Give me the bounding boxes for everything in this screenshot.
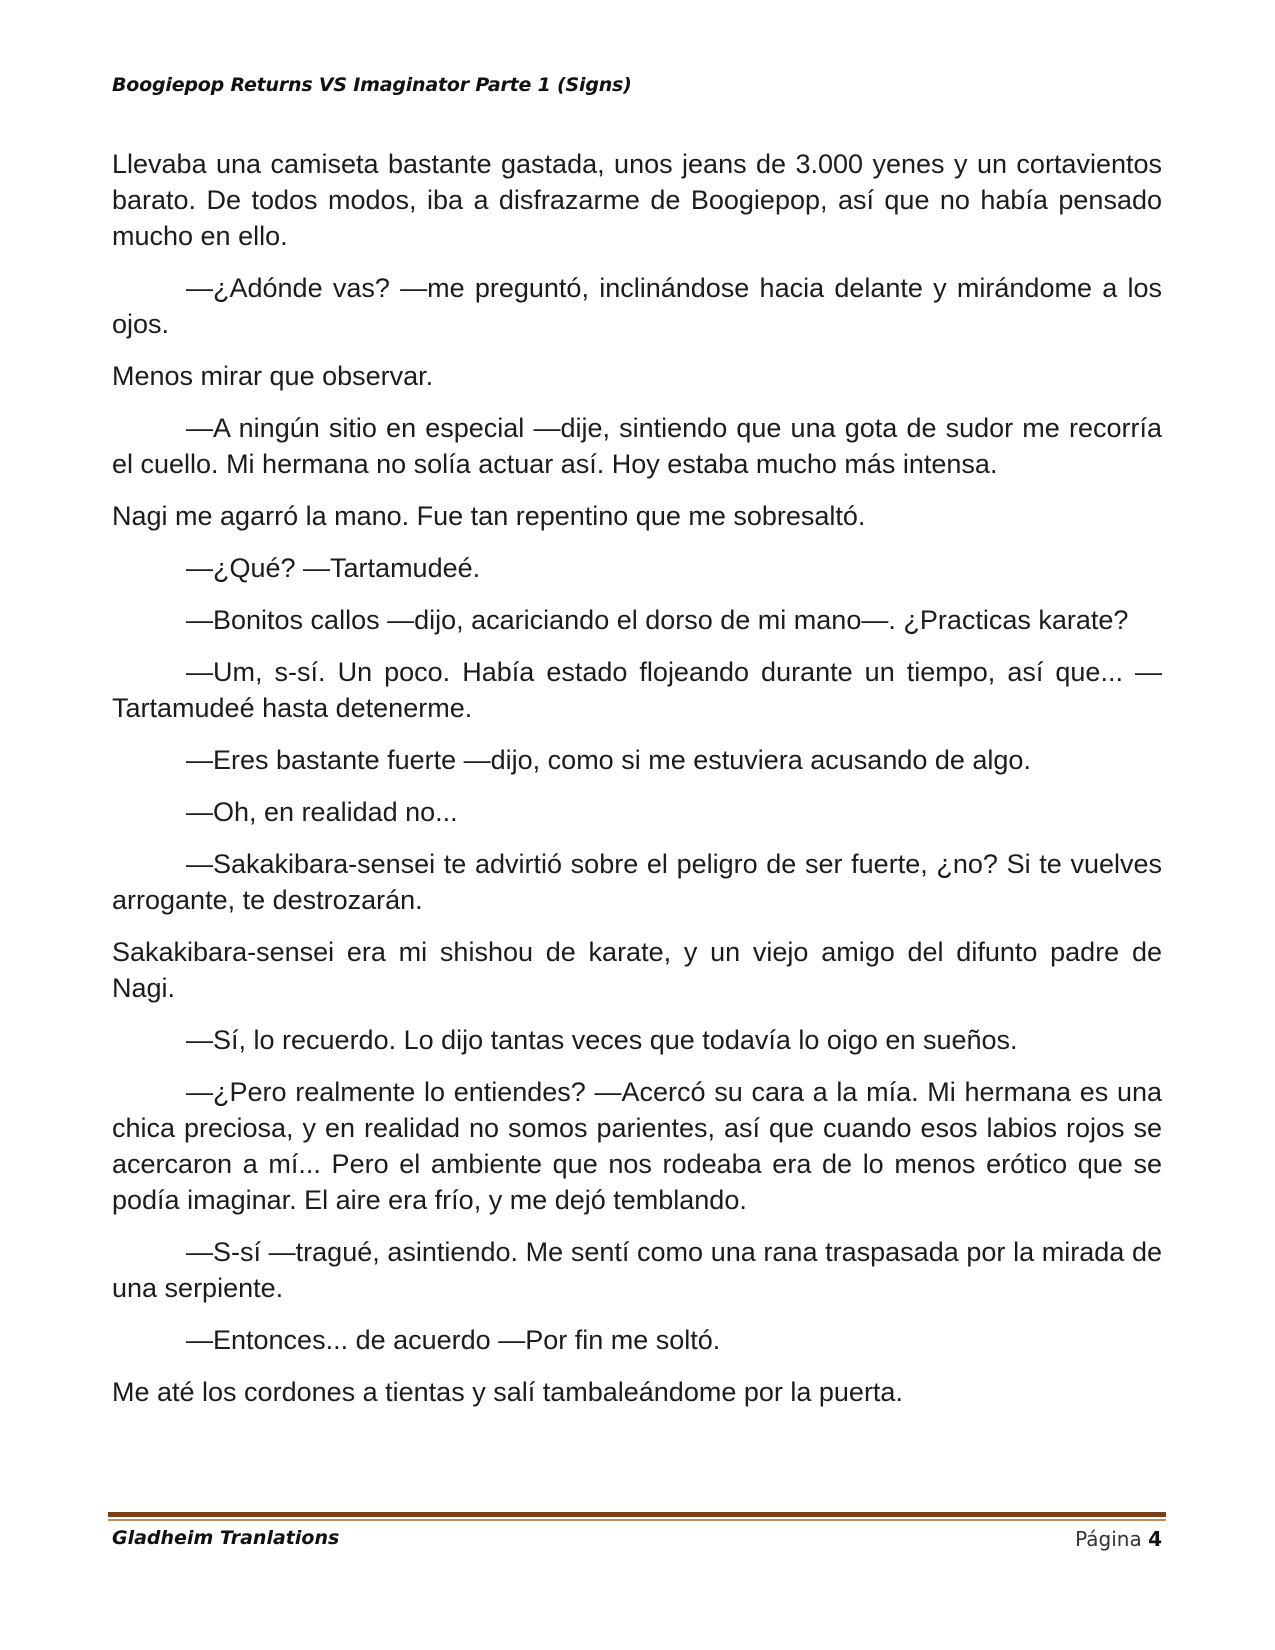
paragraph: —¿Adónde vas? —me preguntó, inclinándose hacia delante y mirándome a los ojos. xyxy=(112,273,1162,339)
page-number: 4 xyxy=(1148,1527,1162,1551)
running-header-title: Boogiepop Returns VS Imaginator Parte 1 (Signs) xyxy=(112,74,632,96)
page-label: Página xyxy=(1075,1527,1142,1551)
paragraph: —Sí, lo recuerdo. Lo dijo tantas veces que todavía lo oigo en sueños. xyxy=(186,1025,1018,1055)
paragraph: —Bonitos callos —dijo, acariciando el dorso de mi mano—. ¿Practicas karate? xyxy=(186,605,1129,635)
paragraph: —Eres bastante fuerte —dijo, como si me estuviera acusando de algo. xyxy=(186,745,1031,775)
paragraph: —Oh, en realidad no... xyxy=(186,797,458,827)
paragraph: —A ningún sitio en especial —dije, sintiendo que una gota de sudor me recorría el cuello. Mi hermana no solía actuar así. Hoy estaba mucho más intensa. xyxy=(112,413,1162,479)
paragraph: Menos mirar que observar. xyxy=(112,361,434,391)
paragraph: —Entonces... de acuerdo —Por fin me soltó. xyxy=(186,1325,721,1355)
paragraph: —Sakakibara-sensei te advirtió sobre el peligro de ser fuerte, ¿no? Si te vuelves arrogante, te destrozarán. xyxy=(112,849,1162,915)
footer-rule-light xyxy=(108,1519,1166,1521)
paragraph: Sakakibara-sensei era mi shishou de karate, y un viejo amigo del difunto padre de Nagi. xyxy=(112,937,1162,1003)
paragraph: —¿Pero realmente lo entiendes? —Acercó su cara a la mía. Mi hermana es una chica preciosa, y en realidad no somos parientes, así que cuando esos labios rojos se acercaron a mí... Pero el ambiente que nos rodeaba era de lo menos erótico que se podía imaginar. El aire era frío, y me dejó temblando. xyxy=(112,1077,1162,1215)
footer-rule-dark xyxy=(108,1512,1166,1517)
paragraph: —S-sí —tragué, asintiendo. Me sentí como una rana traspasada por la mirada de una serpiente. xyxy=(112,1237,1162,1303)
footer-credit: Gladheim Tranlations xyxy=(112,1527,340,1549)
paragraph: Me até los cordones a tientas y salí tambaleándome por la puerta. xyxy=(112,1377,903,1407)
footer-page-info xyxy=(1075,1527,1162,1551)
body-text xyxy=(112,146,1162,1426)
paragraph: —¿Qué? —Tartamudeé. xyxy=(186,553,481,583)
paragraph: —Um, s-sí. Un poco. Había estado flojeando durante un tiempo, así que... —Tartamudeé hasta detenerme. xyxy=(112,657,1162,723)
paragraph: Nagi me agarró la mano. Fue tan repentino que me sobresaltó. xyxy=(112,501,866,531)
paragraph: Llevaba una camiseta bastante gastada, unos jeans de 3.000 yenes y un cortavientos barato. De todos modos, iba a disfrazarme de Boogiepop, así que no había pensado mucho en ello. xyxy=(112,149,1162,251)
